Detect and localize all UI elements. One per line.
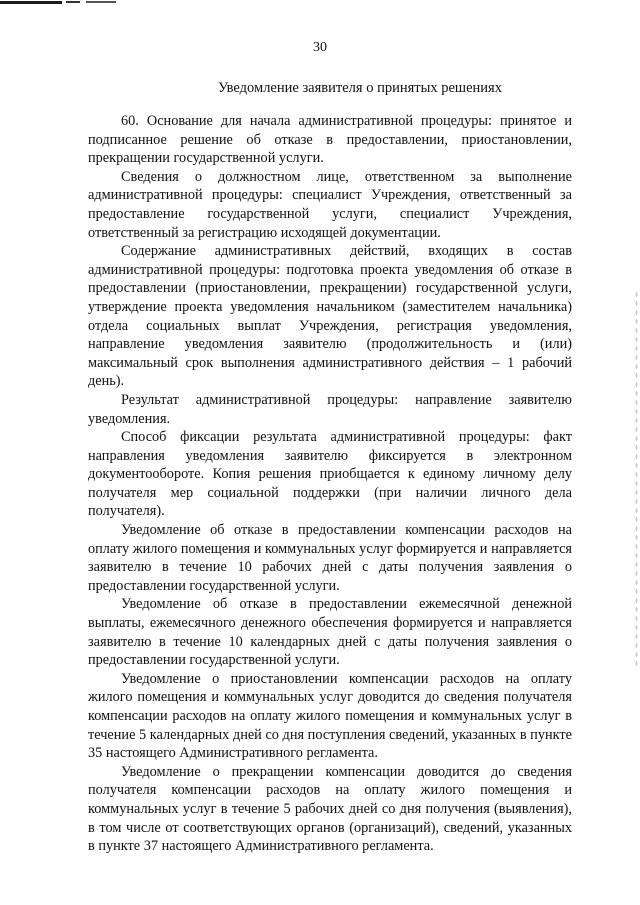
paragraph: Уведомление об отказе в предоставлении ежемесячной денежной выплаты, ежемесячного денежного обеспечения формируется и направляется заявителю в течение 10 календарных дней с даты получения заявления о предоставлении государственной услуги. xyxy=(88,596,572,669)
page-number: 30 xyxy=(313,40,327,55)
section-heading: Уведомление заявителя о принятых решениях xyxy=(218,80,502,96)
scan-corner-mark xyxy=(0,0,118,6)
paragraph: Результат административной процедуры: направление заявителю уведомления. xyxy=(88,391,572,427)
paragraph: Сведения о должностном лице, ответственном за выполнение административной процедуры: специалист Учреждения, ответственный за предоставление государственной услуги, специалист Учреждения, ответственный за регистрацию исходящей документации. xyxy=(88,168,572,241)
paragraph: 60. Основание для начала административной процедуры: принятое и подписанное решение об отказе в предоставлении, приостановлении, прекращении государственной услуги. xyxy=(88,113,572,167)
paragraph: Уведомление о прекращении компенсации доводится до сведения получателя компенсации расходов на оплату жилого помещения и коммунальных услуг в течение 5 рабочих дней со дня получения (выявления), в том числе от соответствующих органов (организаций), сведений, указанных в пункте 37 настоящего Административного регламента. xyxy=(88,763,572,855)
scan-margin-artifact xyxy=(635,290,638,670)
paragraph: Уведомление о приостановлении компенсации расходов на оплату жилого помещения и коммунальных услуг доводится до сведения получателя компенсации расходов на оплату жилого помещения и коммунальных услуг в течение 5 календарных дней со дня поступления сведений, указанных в пункте 35 настоящего Административного регламента. xyxy=(88,670,572,762)
paragraph: Способ фиксации результата административной процедуры: факт направления уведомления заявителю фиксируется в электронном документообороте. Копия решения приобщается к единому личному делу получателя мер социальной поддержки (при наличии личного дела получателя). xyxy=(88,429,572,520)
document-body xyxy=(88,112,572,856)
paragraph: Уведомление об отказе в предоставлении компенсации расходов на оплату жилого помещения и коммунальных услуг формируется и направляется заявителю в течение 10 рабочих дней с даты получения заявления о предоставлении государственной услуги. xyxy=(88,522,572,594)
paragraph: Содержание административных действий, входящих в состав административной процедуры: подготовка проекта уведомления об отказе в предоставлении (приостановлении, прекращении) государственной услуги, утверждение проекта уведомления начальником (заместителем начальника) отдела социальных выплат Учреждения, регистрация уведомления, направление уведомления заявителю (продолжительность и (или) максимальный срок выполнения административного действия – 1 рабочий день). xyxy=(88,243,572,390)
